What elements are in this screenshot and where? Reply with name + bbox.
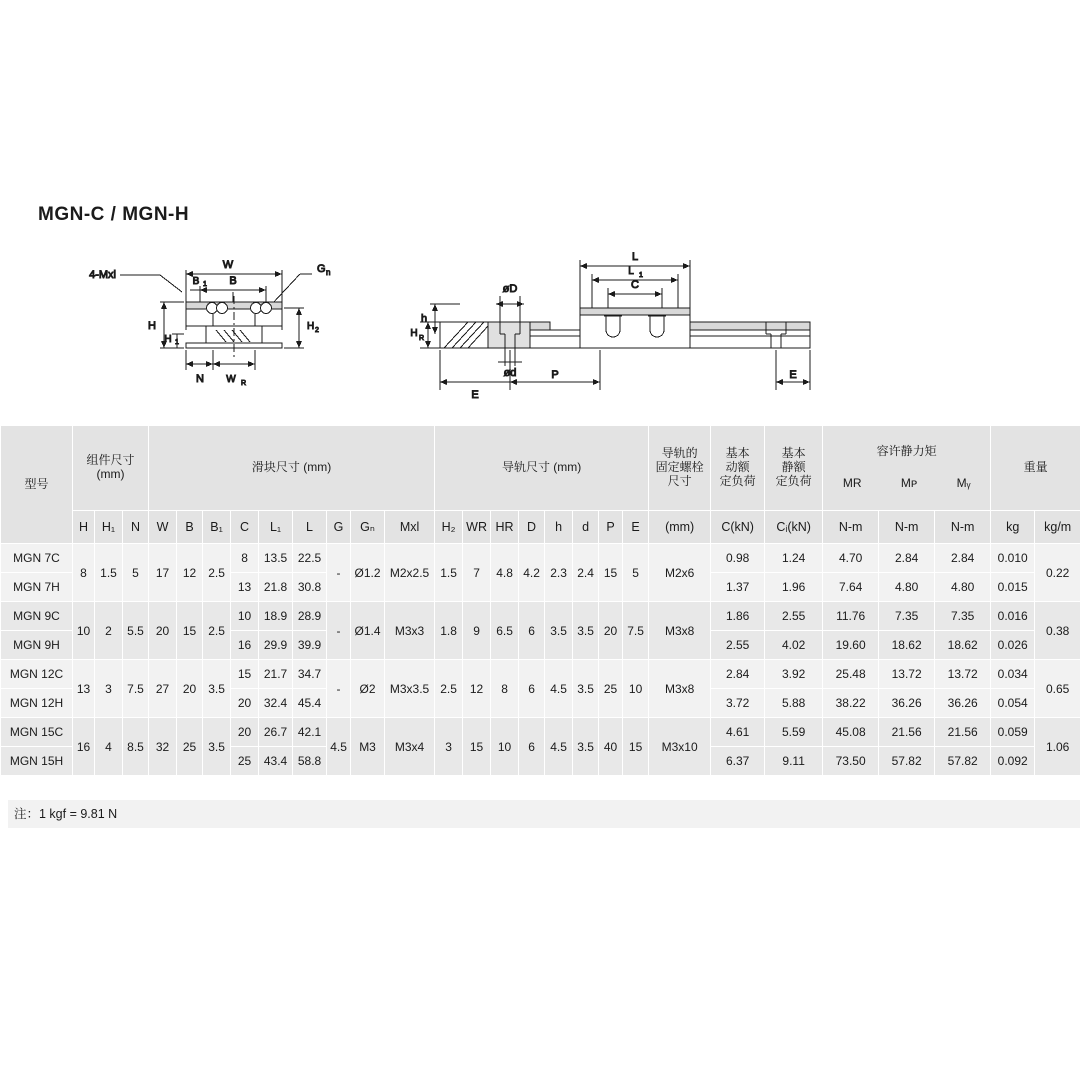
sub-E: E (623, 511, 649, 544)
cell-H: 10 (73, 602, 95, 660)
svg-text:L: L (631, 251, 639, 263)
cell-D: 6 (519, 718, 545, 776)
sub-L1: L₁ (259, 511, 293, 544)
row-model: MGN 9C (1, 602, 73, 631)
cell-W: 32 (149, 718, 177, 776)
table-group-header-row (1, 426, 1080, 511)
cell-kgm: 1.06 (1035, 718, 1080, 776)
cell-P: 20 (599, 602, 623, 660)
cell-mr: 4.70 (823, 544, 879, 573)
sub-H: H (73, 511, 95, 544)
cell-WR: 12 (463, 660, 491, 718)
cell-kgm: 0.65 (1035, 660, 1080, 718)
cell-L1: 13.5 (259, 544, 293, 573)
table-row[interactable] (1, 602, 1080, 631)
cell-E: 5 (623, 544, 649, 602)
cell-kg: 0.092 (991, 747, 1035, 776)
cell-c-kn: 2.55 (711, 631, 765, 660)
sub-N: N (123, 511, 149, 544)
cell-N: 5 (123, 544, 149, 602)
cell-H2: 1.8 (435, 602, 463, 660)
cell-P: 40 (599, 718, 623, 776)
cell-E: 7.5 (623, 602, 649, 660)
cell-G: - (327, 602, 351, 660)
cell-C: 20 (231, 718, 259, 747)
cell-B: 25 (177, 718, 203, 776)
sub-D: D (519, 511, 545, 544)
sub-c0-kn: Cᵢ(kN) (765, 511, 823, 544)
svg-text:R: R (241, 380, 247, 387)
cell-B1: 3.5 (203, 718, 231, 776)
svg-text:ød: ød (503, 367, 517, 379)
cell-Gn: Ø1.2 (351, 544, 385, 602)
row-model: MGN 7C (1, 544, 73, 573)
sub-W: W (149, 511, 177, 544)
cell-kg: 0.015 (991, 573, 1035, 602)
cell-kg: 0.054 (991, 689, 1035, 718)
svg-text:W: W (226, 374, 236, 385)
sub-h: h (545, 511, 573, 544)
header-model: 型号 (1, 426, 73, 544)
cell-H: 8 (73, 544, 95, 602)
sub-d: d (573, 511, 599, 544)
cell-L: 39.9 (293, 631, 327, 660)
cell-L: 34.7 (293, 660, 327, 689)
cell-c0-kn: 1.24 (765, 544, 823, 573)
cell-c0-kn: 1.96 (765, 573, 823, 602)
cell-mp: 2.84 (879, 544, 935, 573)
cell-Mxl: M3x4 (385, 718, 435, 776)
drawing-svg (0, 230, 1080, 415)
sub-WR: WR (463, 511, 491, 544)
sub-my-unit: N-m (935, 511, 991, 544)
cell-L1: 18.9 (259, 602, 293, 631)
svg-text:H: H (148, 320, 156, 332)
cell-WR: 7 (463, 544, 491, 602)
cell-WR: 9 (463, 602, 491, 660)
cell-L: 42.1 (293, 718, 327, 747)
cell-c-kn: 1.86 (711, 602, 765, 631)
sub-bolt-mm: (mm) (649, 511, 711, 544)
cell-bolt: M3x8 (649, 602, 711, 660)
cell-Gn: M3 (351, 718, 385, 776)
cell-D: 6 (519, 660, 545, 718)
cell-G: 4.5 (327, 718, 351, 776)
cell-mr: 11.76 (823, 602, 879, 631)
cell-mp: 36.26 (879, 689, 935, 718)
row-model: MGN 12C (1, 660, 73, 689)
cell-H1: 4 (95, 718, 123, 776)
cell-kg: 0.026 (991, 631, 1035, 660)
cell-kg: 0.059 (991, 718, 1035, 747)
cell-WR: 15 (463, 718, 491, 776)
svg-text:B: B (229, 275, 237, 287)
spec-table (0, 425, 1080, 776)
cell-C: 25 (231, 747, 259, 776)
svg-text:E: E (789, 369, 797, 381)
header-bolt: 导轨的 固定螺栓 尺寸 (649, 426, 711, 511)
cell-H2: 1.5 (435, 544, 463, 602)
cell-H1: 1.5 (95, 544, 123, 602)
cell-G: - (327, 544, 351, 602)
cell-mr: 7.64 (823, 573, 879, 602)
header-block: 滑块尺寸 (mm) (149, 426, 435, 511)
cell-c0-kn: 9.11 (765, 747, 823, 776)
header-mp: Mᴘ (900, 476, 918, 490)
sub-mr-unit: N-m (823, 511, 879, 544)
cell-d: 3.5 (573, 602, 599, 660)
svg-text:h: h (420, 313, 428, 325)
svg-text:2: 2 (315, 327, 319, 334)
svg-text:1: 1 (639, 272, 643, 279)
header-mr: MR (842, 476, 862, 490)
cell-D: 4.2 (519, 544, 545, 602)
footnote: 注：1 kgf = 9.81 N (8, 800, 1080, 828)
svg-text:4-Mxl: 4-Mxl (89, 269, 116, 281)
cell-mp: 57.82 (879, 747, 935, 776)
cell-c-kn: 3.72 (711, 689, 765, 718)
cell-mr: 19.60 (823, 631, 879, 660)
cell-E: 15 (623, 718, 649, 776)
table-row[interactable] (1, 544, 1080, 573)
cell-mp: 21.56 (879, 718, 935, 747)
cell-c0-kn: 5.59 (765, 718, 823, 747)
cell-mr: 45.08 (823, 718, 879, 747)
cell-mr: 73.50 (823, 747, 879, 776)
sub-B1: B₁ (203, 511, 231, 544)
sub-kgm: kg/m (1035, 511, 1080, 544)
sub-C: C (231, 511, 259, 544)
cell-bolt: M3x10 (649, 718, 711, 776)
cell-bolt: M2x6 (649, 544, 711, 602)
cell-L1: 29.9 (259, 631, 293, 660)
svg-text:C: C (631, 279, 639, 291)
cell-C: 8 (231, 544, 259, 573)
cell-H1: 3 (95, 660, 123, 718)
cell-c0-kn: 4.02 (765, 631, 823, 660)
cell-Mxl: M2x2.5 (385, 544, 435, 602)
cell-P: 25 (599, 660, 623, 718)
cell-c-kn: 0.98 (711, 544, 765, 573)
cell-bolt: M3x8 (649, 660, 711, 718)
cell-my: 4.80 (935, 573, 991, 602)
cell-my: 57.82 (935, 747, 991, 776)
table-row[interactable] (1, 660, 1080, 689)
cell-d: 2.4 (573, 544, 599, 602)
cell-c0-kn: 2.55 (765, 602, 823, 631)
cell-kg: 0.010 (991, 544, 1035, 573)
sub-B: B (177, 511, 203, 544)
cell-N: 7.5 (123, 660, 149, 718)
sub-P: P (599, 511, 623, 544)
cell-H2: 3 (435, 718, 463, 776)
row-model: MGN 12H (1, 689, 73, 718)
svg-text:G: G (317, 263, 326, 275)
cell-L1: 26.7 (259, 718, 293, 747)
svg-text:H: H (410, 328, 418, 339)
svg-text:H: H (307, 321, 315, 332)
cell-mp: 13.72 (879, 660, 935, 689)
cell-c-kn: 1.37 (711, 573, 765, 602)
cell-my: 2.84 (935, 544, 991, 573)
cell-c-kn: 2.84 (711, 660, 765, 689)
cell-B1: 2.5 (203, 602, 231, 660)
sub-Mxl: Mxl (385, 511, 435, 544)
table-row[interactable] (1, 718, 1080, 747)
cell-h: 4.5 (545, 718, 573, 776)
cell-c0-kn: 3.92 (765, 660, 823, 689)
cell-N: 5.5 (123, 602, 149, 660)
cell-Gn: Ø1.4 (351, 602, 385, 660)
cell-B: 15 (177, 602, 203, 660)
svg-text:N: N (196, 373, 204, 385)
sub-kg: kg (991, 511, 1035, 544)
cell-W: 20 (149, 602, 177, 660)
svg-text:E: E (471, 389, 479, 401)
header-static: 基本 静额 定负荷 (765, 426, 823, 511)
header-weight: 重量 (991, 426, 1080, 511)
spec-table-wrap (0, 425, 1080, 776)
cell-my: 21.56 (935, 718, 991, 747)
technical-drawings (0, 230, 1080, 415)
cell-d: 3.5 (573, 718, 599, 776)
cell-L1: 43.4 (259, 747, 293, 776)
cell-L: 28.9 (293, 602, 327, 631)
header-my: Mᵧ (956, 476, 971, 490)
row-model: MGN 7H (1, 573, 73, 602)
cell-mp: 4.80 (879, 573, 935, 602)
svg-text:n: n (326, 268, 331, 277)
sub-H1: H₁ (95, 511, 123, 544)
cell-kg: 0.016 (991, 602, 1035, 631)
cell-G: - (327, 660, 351, 718)
header-assembly: 组件尺寸 (mm) (73, 426, 149, 511)
sub-mp-unit: N-m (879, 511, 935, 544)
cell-mr: 38.22 (823, 689, 879, 718)
cell-L: 30.8 (293, 573, 327, 602)
svg-text:1: 1 (175, 339, 179, 346)
cell-my: 18.62 (935, 631, 991, 660)
cell-L1: 21.8 (259, 573, 293, 602)
cell-L: 58.8 (293, 747, 327, 776)
header-dynamic: 基本 动额 定负荷 (711, 426, 765, 511)
cell-my: 7.35 (935, 602, 991, 631)
sub-H2: H₂ (435, 511, 463, 544)
cell-E: 10 (623, 660, 649, 718)
svg-text:B: B (192, 276, 200, 287)
row-model: MGN 9H (1, 631, 73, 660)
sub-G: G (327, 511, 351, 544)
cell-my: 36.26 (935, 689, 991, 718)
header-moment: 容许静力矩 MR Mᴘ Mᵧ (823, 426, 991, 511)
svg-text:H: H (164, 334, 172, 345)
cell-h: 2.3 (545, 544, 573, 602)
row-model: MGN 15C (1, 718, 73, 747)
cell-mr: 25.48 (823, 660, 879, 689)
cell-C: 15 (231, 660, 259, 689)
page-title: MGN-C / MGN-H (38, 204, 190, 225)
cell-D: 6 (519, 602, 545, 660)
cell-C: 10 (231, 602, 259, 631)
sub-L: L (293, 511, 327, 544)
table-sub-header-row (1, 511, 1080, 544)
svg-text:P: P (551, 369, 559, 381)
cell-h: 3.5 (545, 602, 573, 660)
svg-text:øD: øD (502, 283, 518, 295)
cell-c-kn: 6.37 (711, 747, 765, 776)
cell-Mxl: M3x3 (385, 602, 435, 660)
svg-text:W: W (222, 259, 234, 271)
sub-Gn: Gₙ (351, 511, 385, 544)
cell-B: 20 (177, 660, 203, 718)
cell-C: 16 (231, 631, 259, 660)
cell-L1: 32.4 (259, 689, 293, 718)
svg-text:1: 1 (203, 281, 207, 288)
cell-H: 16 (73, 718, 95, 776)
cell-L: 45.4 (293, 689, 327, 718)
cell-kgm: 0.38 (1035, 602, 1080, 660)
cell-c-kn: 4.61 (711, 718, 765, 747)
cell-Mxl: M3x3.5 (385, 660, 435, 718)
cell-mp: 7.35 (879, 602, 935, 631)
cell-my: 13.72 (935, 660, 991, 689)
cell-P: 15 (599, 544, 623, 602)
cell-W: 27 (149, 660, 177, 718)
cell-h: 4.5 (545, 660, 573, 718)
row-model: MGN 15H (1, 747, 73, 776)
cell-HR: 4.8 (491, 544, 519, 602)
cell-L: 22.5 (293, 544, 327, 573)
cell-W: 17 (149, 544, 177, 602)
cell-H: 13 (73, 660, 95, 718)
cell-HR: 8 (491, 660, 519, 718)
cell-L1: 21.7 (259, 660, 293, 689)
svg-text:L: L (628, 266, 634, 277)
cell-HR: 6.5 (491, 602, 519, 660)
cell-mp: 18.62 (879, 631, 935, 660)
cell-HR: 10 (491, 718, 519, 776)
cell-B1: 3.5 (203, 660, 231, 718)
cell-c0-kn: 5.88 (765, 689, 823, 718)
cell-Gn: Ø2 (351, 660, 385, 718)
cell-H1: 2 (95, 602, 123, 660)
cell-N: 8.5 (123, 718, 149, 776)
header-rail: 导轨尺寸 (mm) (435, 426, 649, 511)
cell-d: 3.5 (573, 660, 599, 718)
cell-C: 13 (231, 573, 259, 602)
cell-kg: 0.034 (991, 660, 1035, 689)
sub-c-kn: C(kN) (711, 511, 765, 544)
svg-text:R: R (419, 335, 425, 342)
cell-kgm: 0.22 (1035, 544, 1080, 602)
cell-H2: 2.5 (435, 660, 463, 718)
cell-B: 12 (177, 544, 203, 602)
cell-B1: 2.5 (203, 544, 231, 602)
cell-C: 20 (231, 689, 259, 718)
sub-HR: HR (491, 511, 519, 544)
